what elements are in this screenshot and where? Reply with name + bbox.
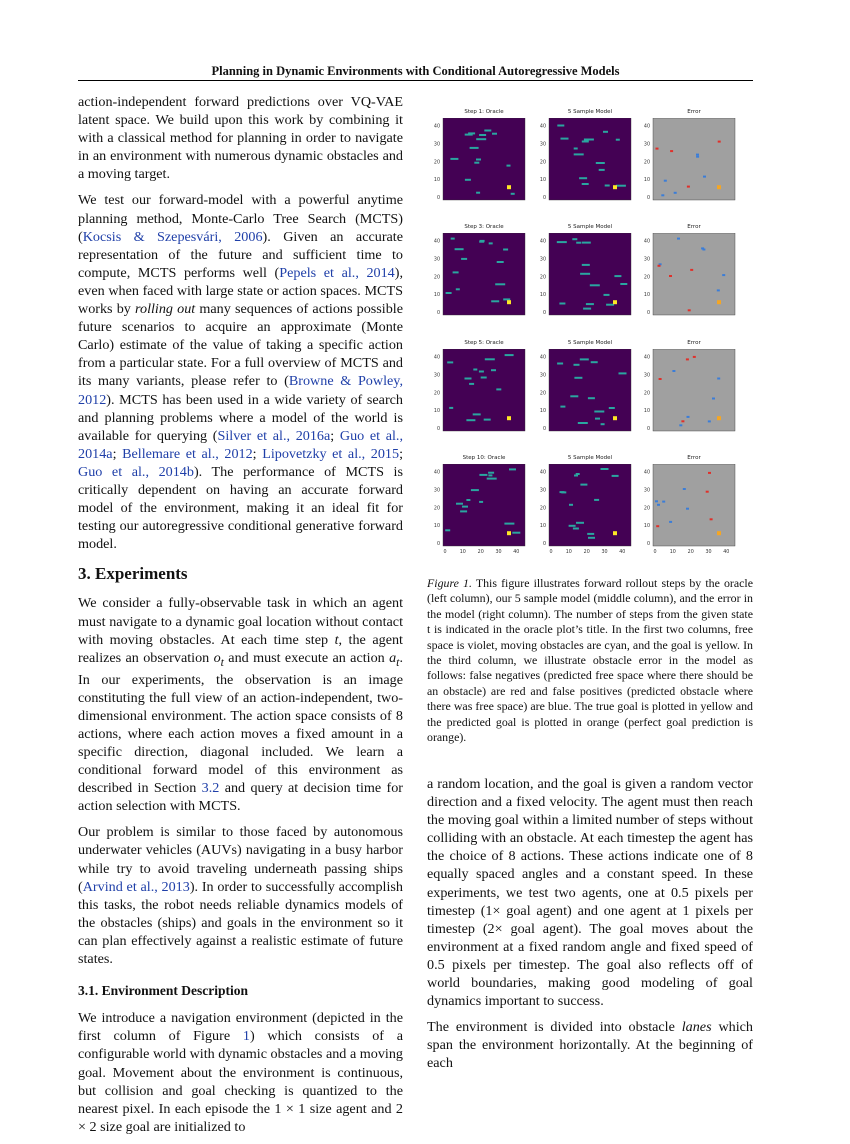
- y-tick-label: 40: [539, 355, 546, 361]
- panel-background: [549, 118, 631, 200]
- obstacle: [590, 284, 600, 286]
- obstacle: [583, 308, 591, 310]
- obstacle: [603, 131, 608, 133]
- obstacle: [503, 298, 510, 300]
- obstacle: [582, 141, 589, 143]
- x-tick-label: 10: [459, 550, 466, 555]
- obstacle: [557, 363, 563, 365]
- y-tick-label: 0: [542, 542, 546, 547]
- citation-arvind[interactable]: Arvind et al., 2013: [82, 878, 190, 895]
- citation-lipovetzky[interactable]: Lipovetzky et al., 2015: [262, 445, 400, 462]
- obstacle: [574, 148, 578, 150]
- obstacle: [587, 533, 594, 535]
- obstacle: [574, 153, 584, 155]
- obstacle: [620, 283, 627, 285]
- y-tick-label: 40: [643, 239, 650, 245]
- frame-panel: [535, 118, 633, 210]
- panel-background: [549, 349, 631, 431]
- obstacle: [601, 468, 609, 470]
- obstacle: [557, 125, 564, 127]
- obstacle: [491, 300, 499, 302]
- y-tick-label: 0: [542, 311, 546, 316]
- obstacle: [479, 474, 487, 476]
- error-mark: [708, 472, 711, 474]
- obstacle: [504, 523, 514, 525]
- y-tick-label: 10: [539, 524, 546, 530]
- goal-marker: [507, 185, 511, 189]
- x-tick-label: 10: [565, 550, 572, 555]
- error-mark: [690, 269, 693, 271]
- y-tick-label: 20: [433, 391, 440, 397]
- obstacle: [465, 179, 471, 181]
- obstacle: [476, 192, 480, 194]
- obstacle: [468, 132, 475, 134]
- y-tick-label: 40: [643, 124, 650, 130]
- y-tick-label: 30: [539, 257, 546, 263]
- frame-panel: [429, 233, 527, 325]
- error-mark: [710, 518, 713, 520]
- goal-marker: [613, 185, 617, 189]
- obstacle: [616, 185, 626, 187]
- error-mark: [693, 356, 696, 358]
- x-axis-ticks: [653, 547, 741, 555]
- obstacle: [449, 407, 453, 409]
- y-tick-label: 0: [436, 542, 440, 547]
- y-tick-label: 0: [646, 427, 650, 432]
- obstacle: [591, 361, 598, 363]
- y-tick-label: 40: [539, 239, 546, 245]
- frame-panel: [535, 233, 633, 325]
- panel-title: Step 5: Oracle: [464, 340, 504, 346]
- goal-marker: [717, 300, 721, 304]
- figure-1: [425, 100, 755, 575]
- y-tick-label: 0: [646, 542, 650, 547]
- obstacle: [484, 130, 491, 132]
- obstacle: [450, 158, 458, 160]
- obstacle: [476, 138, 486, 140]
- y-tick-label: 20: [643, 391, 650, 397]
- obstacle: [586, 303, 594, 305]
- obstacle: [569, 525, 576, 527]
- section-ref-3-2[interactable]: 3.2: [201, 780, 220, 797]
- x-axis-ticks: [549, 547, 637, 555]
- y-tick-label: 30: [643, 488, 650, 494]
- y-tick-label: 10: [643, 178, 650, 184]
- frame-panel: [535, 464, 633, 556]
- x-tick-label: 40: [619, 550, 626, 555]
- error-mark: [722, 274, 725, 276]
- error-mark: [661, 194, 664, 196]
- right-column: [427, 775, 753, 1081]
- y-tick-label: 20: [539, 506, 546, 512]
- panel-title: Error: [687, 340, 701, 346]
- error-mark: [696, 156, 699, 158]
- obstacle: [492, 133, 497, 135]
- obstacle: [479, 501, 483, 503]
- running-head: Planning in Dynamic Environments with Conditional Autoregressive Models: [211, 64, 620, 78]
- obstacle: [469, 383, 474, 385]
- error-mark: [679, 424, 682, 426]
- panel-background: [653, 464, 735, 546]
- goal-marker: [717, 531, 721, 535]
- y-tick-label: 30: [433, 373, 440, 379]
- error-panel: [639, 233, 737, 325]
- obstacle: [596, 162, 605, 164]
- panel-title: 5 Sample Model: [567, 109, 613, 115]
- obstacle: [474, 162, 479, 164]
- error-mark: [688, 309, 691, 311]
- goal-marker: [507, 300, 511, 304]
- obstacle: [601, 423, 605, 425]
- paragraph-task: We consider a fully-observable task in which an agent must navigate to a dynamic goal location without contact with moving obstacles. At each time step t, the agent realizes an observation $o_t$ and must execute an action $a_t$. In our experiments, the observation is an image constituting the full view of an action-independent, two-dimensional environment. The action space consists of 8 actions, where each action moves a fixed amount in a specific direction, diagonal included. We learn a conditional forward model of this environment as described in Section 3.2 and query at decision time for action selection with MCTS.: [78, 595, 404, 815]
- goal-marker: [507, 416, 511, 420]
- error-mark: [681, 420, 684, 422]
- y-tick-label: 40: [433, 239, 440, 245]
- frame-panel: [535, 349, 633, 441]
- obstacle: [465, 378, 472, 380]
- left-column: [78, 93, 403, 1144]
- obstacle: [445, 529, 450, 531]
- panel-title: Error: [687, 224, 701, 230]
- error-mark: [683, 488, 686, 490]
- citation-guo-b[interactable]: Guo et al., 2014b: [78, 463, 194, 480]
- obstacle: [560, 406, 565, 408]
- obstacle: [588, 397, 595, 399]
- error-mark: [659, 378, 662, 380]
- paragraph-lanes: The environment is divided into obstacle lanes which span the environment horizontally. At the beginning of each: [427, 1019, 754, 1072]
- obstacle: [580, 484, 587, 486]
- paragraph-mcts: We test our forward-model with a powerful anytime planning method, Monte-Carlo Tree Search (MCTS) (Kocsis & Szepesvári, 2006). Given an accurate representation of the future and sufficient time to compute, MCTS performs well (Pepels et al., 2014), even when faced with large state or action spaces. MCTS works by rolling out many sequences of actions possible future scenarios to acquire an approximate (Monte Carlo) estimate of the value of taking a specific action from a particular state. For a full overview of MCTS and its many variants, please refer to (Browne & Powley, 2012). MCTS has been used in a wide variety of search and planning problems where a model of the world is available for querying (Silver et al., 2016a; Guo et al., 2014a; Bellemare et al., 2012; Lipovetzky et al., 2015; Guo et al., 2014b). The performance of MCTS is critically dependent on having an accurate forward model of the environment, making it an ideal fit for testing our autoregressive conditional generative forward model.: [78, 192, 404, 553]
- obstacle: [580, 273, 590, 275]
- obstacle: [507, 165, 511, 167]
- obstacle: [609, 407, 615, 409]
- panel-title: Error: [687, 455, 701, 461]
- obstacle: [456, 288, 460, 290]
- y-tick-label: 40: [433, 355, 440, 361]
- panel-title: Step 1: Oracle: [464, 109, 504, 115]
- error-mark: [696, 154, 699, 156]
- obstacle: [579, 177, 587, 179]
- panel-title: 5 Sample Model: [567, 455, 613, 461]
- y-tick-label: 30: [643, 257, 650, 263]
- y-tick-label: 40: [539, 124, 546, 130]
- y-tick-label: 0: [542, 427, 546, 432]
- obstacle: [574, 475, 578, 477]
- header-rule: [78, 80, 753, 81]
- x-tick-label: 40: [513, 550, 520, 555]
- y-tick-label: 20: [433, 160, 440, 166]
- obstacle: [594, 499, 599, 501]
- subsection-heading-environment: 3.1. Environment Description: [78, 983, 249, 999]
- error-mark: [656, 148, 659, 150]
- section-heading-experiments: 3. Experiments: [78, 564, 188, 584]
- y-tick-label: 30: [539, 142, 546, 148]
- y-tick-label: 0: [542, 196, 546, 201]
- obstacle: [447, 361, 453, 363]
- error-mark: [686, 508, 689, 510]
- paragraph-goal: a random location, and the goal is given a random vector direction and a fixed velocity. The agent must then reach the moving goal within a limited number of steps without colliding with an obstacle. At each timestep the agent has the choice of 8 actions. These actions indicate one of 8 equally spaced angles and a constant speed. In these experiments, we test two agents, one at 0.5 pixels per timestep (1× goal agent) and one agent at 1 pixels per timestep (2× goal agent). The goal moves about the environment at a fixed random angle and fixed speed of 0.5 pixels per timestep. The goal also reflects off of world boundaries, making good modeling of goal dynamics important to success.: [427, 776, 753, 1010]
- error-mark: [706, 491, 709, 493]
- obstacle: [582, 264, 590, 266]
- error-mark: [687, 416, 690, 418]
- obstacle: [578, 422, 588, 424]
- y-tick-label: 20: [539, 275, 546, 281]
- obstacle: [619, 372, 627, 374]
- citation-silver[interactable]: Silver et al., 2016a: [217, 427, 331, 444]
- obstacle: [471, 489, 479, 491]
- citation-kocsis[interactable]: Kocsis & Szepesvári, 2006: [82, 228, 263, 245]
- y-tick-label: 30: [539, 373, 546, 379]
- y-tick-label: 20: [433, 506, 440, 512]
- obstacle: [580, 358, 589, 360]
- error-mark: [712, 398, 715, 400]
- paragraph-auv: Our problem is similar to those faced by autonomous underwater vehicles (AUVs) navigating in a busy harbor while try to avoid traveling underneath passing ships (Arvind et al., 2013). In order to successfully accomplish this tasks, the robot needs reliable dynamics models of the obstacles (ships) and goals in the environment so it can plan effectively against a realistic estimate of future states.: [78, 824, 403, 968]
- error-mark: [674, 192, 677, 194]
- x-tick-label: 40: [723, 550, 730, 555]
- obstacle: [511, 193, 515, 195]
- obstacle: [488, 472, 494, 474]
- x-tick-label: 30: [495, 550, 502, 555]
- y-tick-label: 40: [539, 470, 546, 476]
- y-tick-label: 30: [433, 142, 440, 148]
- paragraph-environment: We introduce a navigation environment (depicted in the first column of Figure 1) which consists of a configurable world with dynamic obstacles and a moving goal. Movement about the environment is continuous, but collision and goal checking is quantized to the nearest pixel. In each episode the 1 × 1 size agent and 2 × 2 size goal are initialized to: [78, 1010, 403, 1135]
- obstacle: [456, 503, 463, 505]
- y-tick-label: 30: [643, 373, 650, 379]
- goal-marker: [717, 416, 721, 420]
- obstacle: [557, 241, 567, 243]
- obstacle: [505, 354, 514, 356]
- y-tick-label: 20: [539, 391, 546, 397]
- goal-marker: [613, 531, 617, 535]
- obstacle: [455, 248, 464, 250]
- obstacle: [576, 522, 584, 524]
- y-tick-label: 30: [643, 142, 650, 148]
- obstacle: [462, 506, 468, 508]
- error-mark: [687, 186, 690, 188]
- y-tick-label: 0: [646, 196, 650, 201]
- obstacle: [616, 139, 620, 141]
- obstacle: [466, 499, 470, 501]
- obstacle: [582, 183, 589, 185]
- panel-background: [653, 233, 735, 315]
- y-tick-label: 30: [433, 257, 440, 263]
- error-panel: [639, 118, 737, 210]
- obstacle: [473, 413, 481, 415]
- y-tick-label: 30: [539, 488, 546, 494]
- obstacle: [574, 377, 582, 379]
- obstacle: [489, 242, 493, 244]
- obstacle: [487, 478, 497, 480]
- panel-background: [653, 118, 735, 200]
- y-tick-label: 10: [643, 293, 650, 299]
- obstacle: [595, 418, 600, 420]
- error-mark: [677, 238, 680, 240]
- goal-marker: [613, 416, 617, 420]
- y-tick-label: 10: [539, 178, 546, 184]
- obstacle: [604, 294, 610, 296]
- y-tick-label: 0: [436, 427, 440, 432]
- goal-marker: [717, 185, 721, 189]
- x-tick-label: 0: [653, 550, 657, 555]
- paragraph-intro-end: action-independent forward predictions over VQ-VAE latent space. We build upon this work by combining it with a classical method for planning in order to navigate in an environment with numerous dynamic obstacles and a moving target.: [78, 94, 403, 183]
- y-tick-label: 40: [643, 355, 650, 361]
- error-panel: [639, 464, 737, 556]
- obstacle: [461, 258, 467, 260]
- x-tick-label: 20: [687, 550, 694, 555]
- panel-background: [653, 349, 735, 431]
- x-tick-label: 30: [601, 550, 608, 555]
- obstacle: [584, 139, 594, 141]
- panel-title: 5 Sample Model: [567, 224, 613, 230]
- obstacle: [497, 261, 504, 263]
- panel-title: Step 3: Oracle: [464, 224, 504, 230]
- error-panel: [639, 349, 737, 441]
- obstacle: [479, 241, 484, 243]
- frame-panel: [429, 118, 527, 210]
- y-tick-label: 20: [643, 160, 650, 166]
- error-mark: [717, 289, 720, 291]
- figure-caption: Figure 1. This figure illustrates forward rollout steps by the oracle (left column), our 5 sample model (middle column), and the error in the model (right column). The number of steps from the given state t is indicated in the oracle plot’s title. In the first two columns, free space is violet, moving obstacles are cyan, and the goal is yellow. In the third column, we illustrate obstacle error in the model as follows: false negatives (predicted free space where there should be an obstacle) are red and false positives (predicted obstacle where there was free space) are blue. The true goal is plotted in yellow and the predicted goal is plotted in orange (perfect goal prediction is orange).: [427, 576, 754, 745]
- y-tick-label: 10: [433, 293, 440, 299]
- y-tick-label: 10: [433, 409, 440, 415]
- citation-bellemare[interactable]: Bellemare et al., 2012: [122, 445, 253, 462]
- figure-ref-1[interactable]: 1: [242, 1028, 250, 1045]
- obstacle: [574, 364, 580, 366]
- error-mark: [656, 525, 659, 527]
- error-mark: [672, 370, 675, 372]
- error-mark: [657, 504, 660, 506]
- y-tick-label: 10: [643, 409, 650, 415]
- error-mark: [655, 500, 658, 502]
- obstacle: [495, 283, 505, 285]
- obstacle: [559, 303, 565, 305]
- goal-marker: [507, 531, 511, 535]
- panel-title: 5 Sample Model: [567, 340, 613, 346]
- obstacle: [479, 371, 484, 373]
- obstacle: [484, 419, 491, 421]
- y-tick-label: 10: [539, 293, 546, 299]
- x-tick-label: 0: [443, 550, 447, 555]
- error-mark: [717, 378, 720, 380]
- citation-browne[interactable]: Browne & Powley, 2012: [78, 373, 403, 408]
- goal-marker: [613, 300, 617, 304]
- obstacle: [594, 411, 604, 413]
- x-axis-ticks: [443, 547, 531, 555]
- panel-background: [443, 233, 525, 315]
- error-mark: [708, 420, 711, 422]
- obstacle: [606, 304, 614, 306]
- obstacle: [446, 292, 452, 294]
- obstacle: [460, 510, 467, 512]
- y-tick-label: 0: [436, 196, 440, 201]
- obstacle: [470, 147, 479, 149]
- obstacle: [614, 275, 621, 277]
- error-mark: [670, 150, 673, 152]
- y-tick-label: 40: [433, 470, 440, 476]
- obstacle: [569, 504, 573, 506]
- frame-panel: [429, 464, 527, 556]
- error-mark: [662, 501, 665, 503]
- obstacle: [488, 474, 492, 476]
- y-tick-label: 0: [646, 311, 650, 316]
- y-tick-label: 10: [643, 524, 650, 530]
- obstacle: [561, 491, 566, 493]
- x-tick-label: 30: [705, 550, 712, 555]
- panel-title: Step 10: Oracle: [462, 455, 506, 461]
- x-tick-label: 10: [669, 550, 676, 555]
- obstacle: [503, 249, 508, 251]
- obstacle: [612, 475, 619, 477]
- obstacle: [473, 369, 477, 371]
- obstacle: [496, 388, 501, 390]
- panel-background: [443, 464, 525, 546]
- x-tick-label: 0: [549, 550, 553, 555]
- error-mark: [658, 265, 661, 267]
- obstacle: [479, 134, 486, 136]
- obstacle: [561, 138, 569, 140]
- error-mark: [702, 249, 705, 251]
- obstacle: [466, 419, 475, 421]
- obstacle: [476, 159, 481, 161]
- y-tick-label: 20: [433, 275, 440, 281]
- frame-panel: [429, 349, 527, 441]
- y-tick-label: 20: [539, 160, 546, 166]
- error-mark: [703, 176, 706, 178]
- y-tick-label: 10: [433, 524, 440, 530]
- obstacle: [599, 169, 605, 171]
- y-tick-label: 10: [539, 409, 546, 415]
- y-tick-label: 40: [643, 470, 650, 476]
- obstacle: [491, 369, 496, 371]
- panel-title: Error: [687, 109, 701, 115]
- citation-guo-a[interactable]: Guo et al., 2014a: [78, 427, 404, 462]
- error-mark: [718, 141, 721, 143]
- obstacle: [570, 395, 578, 397]
- y-tick-label: 0: [436, 311, 440, 316]
- error-mark: [669, 275, 672, 277]
- obstacle: [573, 528, 579, 530]
- obstacle: [509, 468, 516, 470]
- error-mark: [669, 521, 672, 523]
- obstacle: [453, 271, 459, 273]
- y-tick-label: 30: [433, 488, 440, 494]
- obstacle: [572, 238, 577, 240]
- obstacle: [605, 185, 610, 187]
- y-tick-label: 10: [433, 178, 440, 184]
- obstacle: [582, 242, 591, 244]
- x-tick-label: 20: [477, 550, 484, 555]
- obstacle: [588, 537, 595, 539]
- obstacle: [512, 532, 520, 534]
- obstacle: [481, 377, 487, 379]
- obstacle: [451, 238, 455, 240]
- x-tick-label: 20: [583, 550, 590, 555]
- error-mark: [686, 358, 689, 360]
- y-tick-label: 20: [643, 275, 650, 281]
- obstacle: [485, 358, 495, 360]
- citation-pepels[interactable]: Pepels et al., 2014: [279, 264, 395, 281]
- error-mark: [664, 180, 667, 182]
- y-tick-label: 20: [643, 506, 650, 512]
- y-tick-label: 40: [433, 124, 440, 130]
- obstacle: [576, 242, 581, 244]
